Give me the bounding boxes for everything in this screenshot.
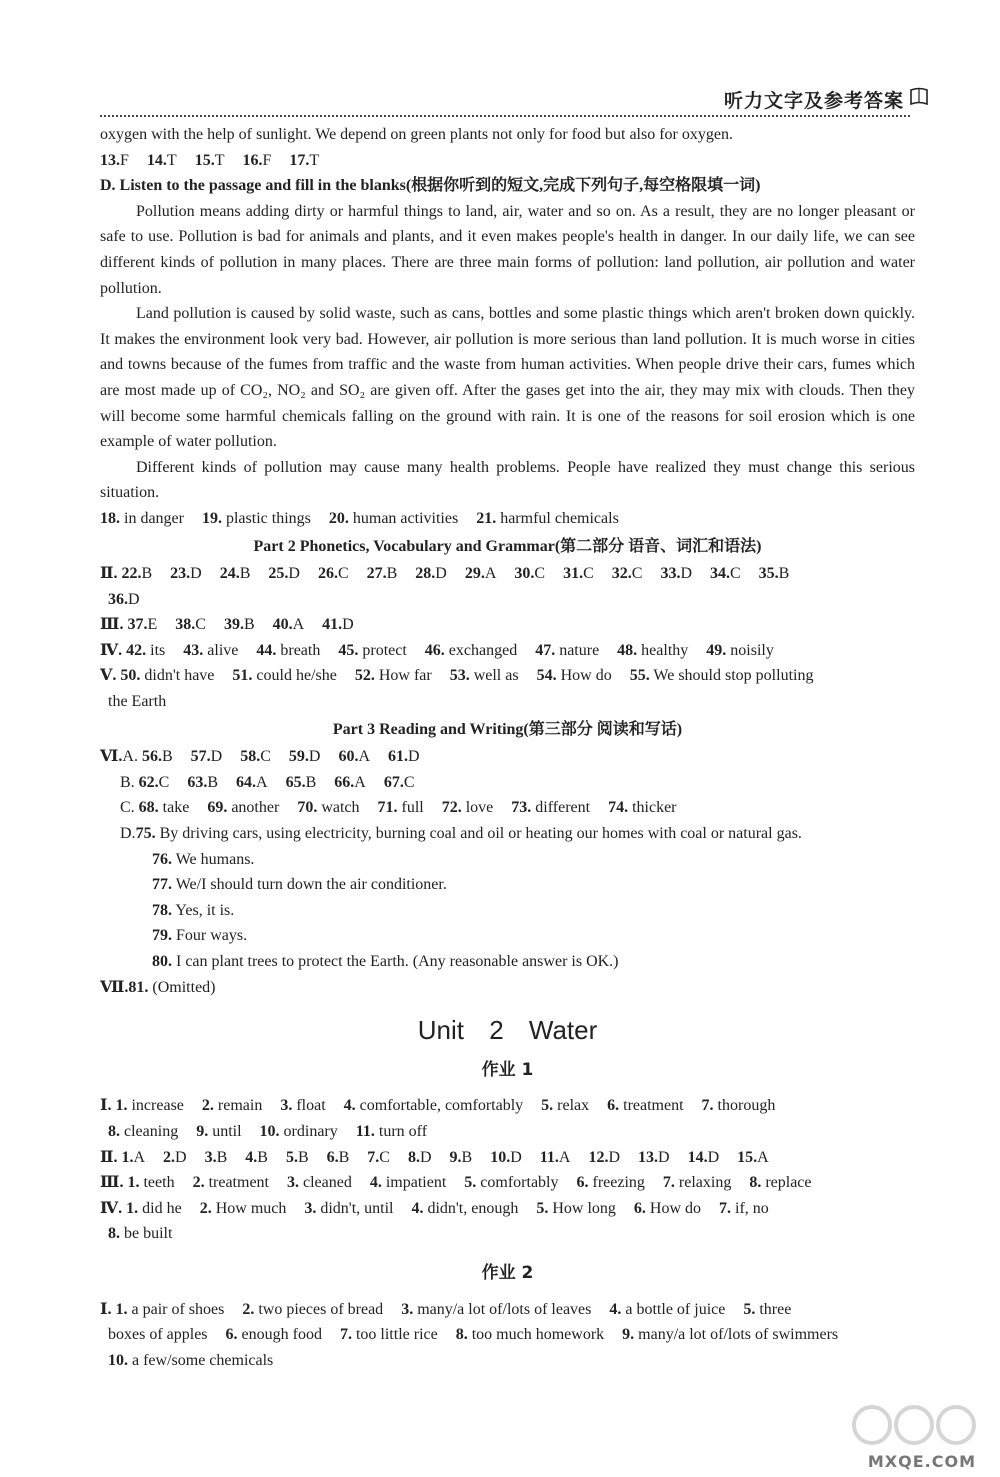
section-vi-d-item: 78. Yes, it is. bbox=[152, 901, 235, 919]
section-iii: Ⅲ. 37.E 38.C 39.B 40.A 41.D bbox=[100, 616, 354, 634]
hw2-section-i: Ⅰ. 1. a pair of shoes 2. two pieces of bread 3. many/a lot of/lots of leaves 4. a bottle of juice 5. three bbox=[100, 1300, 792, 1318]
watermark-text: MXQE.COM bbox=[867, 1452, 976, 1471]
hw1-section-ii: Ⅱ. 1.A 2.D 3.B 4.B 5.B 6.B 7.C 8.D 9.B 10.D 11.A 12.D 13.D 14.D 15.A bbox=[100, 1148, 769, 1166]
section-vi-d-item: 77. We/I should turn down the air conditioner. bbox=[152, 876, 447, 894]
passage-paragraph: Different kinds of pollution may cause many health problems. People have realized they must change this serious situation. bbox=[100, 458, 915, 502]
part2-title: Part 2 Phonetics, Vocabulary and Grammar(第二部分 语音、词汇和语法) bbox=[253, 537, 762, 555]
hw1-section-iv-cont: 8. be built bbox=[108, 1225, 173, 1243]
answer-item: 17.T bbox=[289, 151, 320, 169]
section-d-title: D. Listen to the passage and fill in the blanks(根据你听到的短文,完成下列句子,每空格限填一词) bbox=[100, 177, 761, 195]
header-divider bbox=[100, 115, 910, 117]
text-line: oxygen with the help of sunlight. We depend on green plants not only for food but also for oxygen. bbox=[100, 126, 733, 143]
section-vi-d-item: 79. Four ways. bbox=[152, 927, 248, 945]
section-vi-c: C. 68. take 69. another 70. watch 71. full 72. love 73. different 74. thicker bbox=[120, 799, 677, 817]
hw2-section-i-cont2: 10. a few/some chemicals bbox=[108, 1351, 274, 1369]
section-v-cont: the Earth bbox=[108, 693, 167, 711]
hw1-section-iv: Ⅳ. 1. did he 2. How much 3. didn't, until 4. didn't, enough 5. How long 6. How do 7. if, no bbox=[100, 1199, 769, 1217]
section-vi-b: B. 62.C 63.B 64.A 65.B 66.A 67.C bbox=[120, 773, 415, 791]
hw1-section-iii: Ⅲ. 1. teeth 2. treatment 3. cleaned 4. impatient 5. comfortably 6. freezing 7. relaxing 8. replace bbox=[100, 1174, 812, 1192]
section-vi-a: Ⅵ.A. 56.B 57.D 58.C 59.D 60.A 61.D bbox=[100, 748, 420, 766]
page-header-title: 听力文字及参考答案 bbox=[723, 90, 904, 112]
homework-1-title: 作业 1 bbox=[481, 1059, 534, 1080]
answer-item: 15.T bbox=[194, 151, 225, 169]
hw1-section-i-cont: 8. cleaning 9. until 10. ordinary 11. turn off bbox=[108, 1122, 428, 1140]
passage-paragraph: Pollution means adding dirty or harmful things to land, air, water and so on. As a result, they are no longer pleasant or safe to use. Pollution is bad for animals and plants, and it even makes people's health in danger. In our daily life, we can see different kinds of pollution in many places. There are three main forms of pollution: land pollution, air pollution and water pollution. bbox=[100, 202, 915, 297]
section-ii-cont: 36.D bbox=[108, 590, 140, 608]
section-v: Ⅴ. 50. didn't have 51. could he/she 52. How far 53. well as 54. How do 55. We should stop polluting bbox=[100, 667, 814, 685]
hw2-section-i-cont: boxes of apples 6. enough food 7. too little rice 8. too much homework 9. many/a lot of/lots of swimmers bbox=[108, 1326, 839, 1344]
section-ii: Ⅱ. 22.B 23.D 24.B 25.D 26.C 27.B 28.D 29.A 30.C 31.C 32.C 33.D 34.C 35.B bbox=[100, 565, 790, 583]
part3-title: Part 3 Reading and Writing(第三部分 阅读和写话) bbox=[332, 720, 683, 738]
section-vi-d: D.75. By driving cars, using electricity, burning coal and oil or heating our homes with coal or natural gas. bbox=[120, 825, 802, 843]
unit-title: Unit 2 Water bbox=[417, 1015, 598, 1046]
section-vi-d-item: 76. We humans. bbox=[152, 850, 255, 868]
passage-paragraph: Land pollution is caused by solid waste, such as cans, bottles and some plastic things which aren't broken down quickly. It makes the environment look very bad. However, air pollution is more serious than land pollution. It is much worse in cities and towns because of the fumes from traffic and the waste from human activities. When people drive their cars, fumes which are most made up of CO₂, NO₂ and SO₂ are given off. After the gases get into the air, they may mix with clouds. Then they will become some harmful chemicals falling on the ground with rain. It is one of the reasons for soil erosion which is one example of water pollution. bbox=[100, 305, 915, 451]
section-vi-d-item: 80. I can plant trees to protect the Earth. (Any reasonable answer is OK.) bbox=[152, 953, 619, 970]
section-vii: Ⅶ.81. (Omitted) bbox=[100, 978, 216, 996]
book-icon bbox=[908, 86, 930, 108]
homework-2-title: 作业 2 bbox=[481, 1262, 534, 1283]
answers-18-21: 18. in danger 19. plastic things 20. human activities 21. harmful chemicals bbox=[100, 509, 619, 527]
answer-item: 14.T bbox=[146, 151, 177, 169]
section-iv: Ⅳ. 42. its 43. alive 44. breath 45. protect 46. exchanged 47. nature 48. healthy 49. noisily bbox=[100, 641, 774, 659]
answer-item: 13.F bbox=[100, 151, 129, 169]
hw1-section-i: Ⅰ. 1. increase 2. remain 3. float 4. comfortable, comfortably 5. relax 6. treatment 7. thorough bbox=[100, 1097, 776, 1115]
answer-item: 16.F bbox=[242, 151, 272, 169]
answers-13-17 bbox=[100, 148, 915, 174]
answer-content bbox=[100, 122, 915, 1373]
